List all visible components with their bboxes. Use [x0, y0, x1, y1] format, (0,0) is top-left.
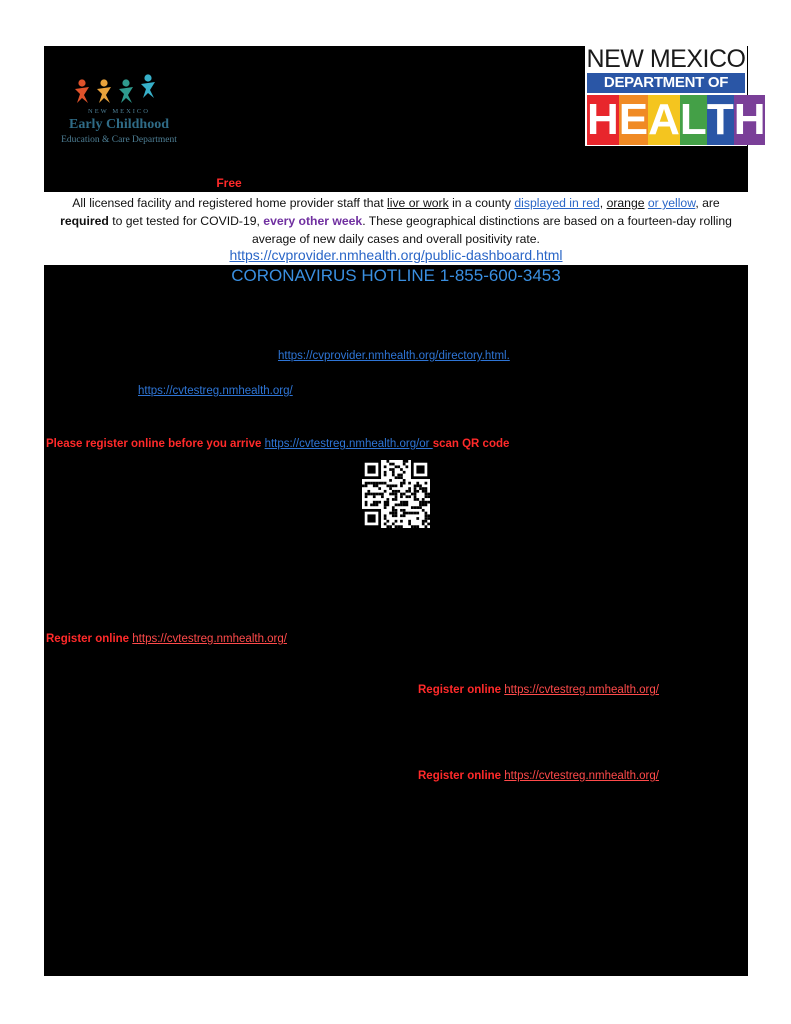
logo-name-text: Early Childhood: [69, 117, 169, 132]
register-online-link[interactable]: https://cvtestreg.nmhealth.org/: [504, 770, 659, 782]
notice-seg: ,: [599, 196, 607, 210]
doh-department-text: DEPARTMENT OF: [587, 73, 745, 93]
register-online-row-2: [418, 680, 659, 698]
doh-logo: [585, 45, 766, 146]
notice-box: [44, 192, 748, 265]
testreg-link[interactable]: https://cvtestreg.nmhealth.org/: [138, 385, 293, 397]
testreg-link-row: [138, 381, 293, 399]
children-figures-icon: [72, 74, 164, 104]
qr-code[interactable]: [362, 460, 430, 528]
health-letter: H: [733, 95, 766, 144]
health-letter: H: [587, 95, 619, 144]
register-online-row-1: [46, 629, 287, 647]
health-letter: E: [618, 95, 649, 144]
register-online-row-3: [418, 766, 659, 784]
scan-qr-text: scan QR code: [432, 438, 510, 450]
notice-text: [50, 194, 742, 248]
doh-health-word: [587, 95, 766, 145]
logo-department-text: Education & Care Department: [61, 135, 177, 145]
notice-seg: , are: [695, 196, 720, 210]
notice-seg: to get tested for COVID-19,: [108, 214, 264, 228]
logo-state-text: NEW MEXICO: [88, 108, 150, 115]
notice-yellow-link[interactable]: or yellow: [647, 196, 696, 210]
child-figure: [141, 74, 155, 98]
notice-seg: in a county: [448, 196, 515, 210]
notice-every-other-week: every other week: [263, 214, 363, 228]
notice-live-work: live or work: [387, 196, 449, 210]
directory-link[interactable]: https://cvprovider.nmhealth.org/directory.html.: [278, 350, 510, 362]
child-figure: [75, 79, 89, 103]
child-figure: [97, 79, 111, 103]
notice-seg: . These geographical distinctions are based on a fourteen-day rolling average of new daily cases and overall positivity rate.: [252, 214, 732, 246]
register-link[interactable]: https://cvtestreg.nmhealth.org/or: [264, 438, 433, 450]
doh-state-text: NEW MEXICO: [586, 45, 746, 73]
register-online-link[interactable]: https://cvtestreg.nmhealth.org/: [132, 633, 287, 645]
ececd-logo: [44, 70, 194, 150]
notice-orange: orange: [606, 196, 645, 210]
health-letter: A: [648, 95, 680, 144]
child-figure: [119, 79, 133, 103]
notice-seg: All licensed facility and registered home provider staff that: [72, 196, 388, 210]
register-online-label: Register online: [418, 770, 505, 782]
dashboard-link[interactable]: https://cvprovider.nmhealth.org/public-dashboard.html: [229, 247, 563, 263]
qr-code-icon: [362, 460, 430, 528]
hotline-heading: CORONAVIRUS HOTLINE 1-855-600-3453: [231, 266, 561, 285]
register-lead-text: Please register online before you arrive: [46, 438, 265, 450]
register-online-label: Register online: [418, 684, 505, 696]
free-label: Free: [216, 176, 242, 190]
health-letter: L: [679, 95, 707, 144]
register-online-link[interactable]: https://cvtestreg.nmhealth.org/: [504, 684, 659, 696]
register-before-arrive-row: [46, 434, 509, 452]
notice-required: required: [60, 214, 109, 228]
directory-link-row: [278, 346, 510, 364]
register-online-label: Register online: [46, 633, 133, 645]
notice-red-link[interactable]: displayed in red: [514, 196, 600, 210]
health-letter: T: [706, 95, 734, 144]
